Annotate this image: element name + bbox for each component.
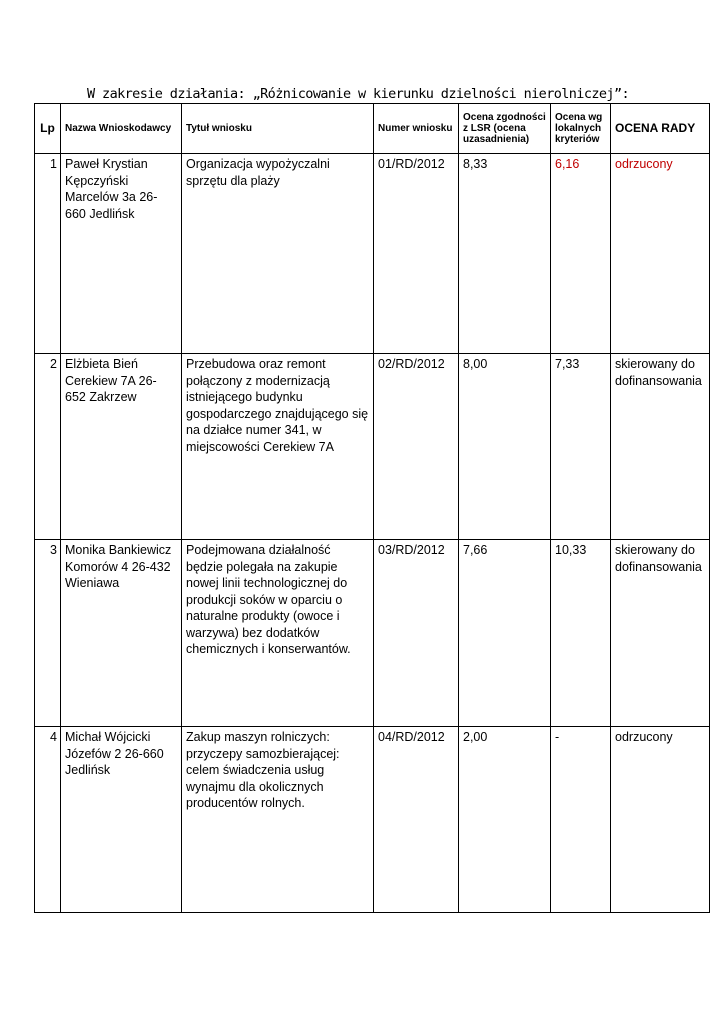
cell-rada: odrzucony xyxy=(611,154,710,354)
cell-numer: 01/RD/2012 xyxy=(374,154,459,354)
cell-rada: odrzucony xyxy=(611,727,710,913)
cell-tytul: Podejmowana działalność będzie polegała na zakupie nowej linii technologicznej do produkcji soków w oparciu o naturalne produkty (owoce i warzywa) bez dodatków chemicznych i konserwantów. xyxy=(182,540,374,727)
header-lp: Lp xyxy=(35,104,61,154)
header-nazwa: Nazwa Wnioskodawcy xyxy=(61,104,182,154)
cell-rada: skierowany do dofinansowania xyxy=(611,540,710,727)
cell-lp: 3 xyxy=(35,540,61,727)
cell-rada: skierowany do dofinansowania xyxy=(611,354,710,540)
cell-numer: 02/RD/2012 xyxy=(374,354,459,540)
table-row xyxy=(35,540,710,727)
cell-kryteria: 6,16 xyxy=(551,154,611,354)
table-header-row xyxy=(35,104,710,154)
cell-kryteria: 7,33 xyxy=(551,354,611,540)
section-heading: W zakresie działania: „Różnicowanie w kierunku dzielności nierolniczej”: xyxy=(87,86,629,102)
table-row xyxy=(35,154,710,354)
cell-tytul: Organizacja wypożyczalni sprzętu dla plaży xyxy=(182,154,374,354)
cell-lp: 4 xyxy=(35,727,61,913)
cell-kryteria: - xyxy=(551,727,611,913)
header-numer: Numer wniosku xyxy=(374,104,459,154)
cell-nazwa: Monika Bankiewicz Komorów 4 26-432 Wieniawa xyxy=(61,540,182,727)
cell-zgodnosc: 2,00 xyxy=(459,727,551,913)
header-rada: OCENA RADY xyxy=(611,104,710,154)
cell-numer: 03/RD/2012 xyxy=(374,540,459,727)
cell-nazwa: Michał Wójcicki Józefów 2 26-660 Jedlińsk xyxy=(61,727,182,913)
header-kryteria: Ocena wg lokalnych kryteriów xyxy=(551,104,611,154)
header-tytul: Tytuł wniosku xyxy=(182,104,374,154)
table-row xyxy=(35,727,710,913)
table-row xyxy=(35,354,710,540)
cell-zgodnosc: 7,66 xyxy=(459,540,551,727)
cell-nazwa: Elżbieta Bień Cerekiew 7A 26-652 Zakrzew xyxy=(61,354,182,540)
cell-lp: 1 xyxy=(35,154,61,354)
cell-lp: 2 xyxy=(35,354,61,540)
cell-nazwa: Paweł Krystian Kępczyński Marcelów 3a 26-660 Jedlińsk xyxy=(61,154,182,354)
header-zgodnosc: Ocena zgodności z LSR (ocena uzasadnienia) xyxy=(459,104,551,154)
cell-zgodnosc: 8,00 xyxy=(459,354,551,540)
cell-kryteria: 10,33 xyxy=(551,540,611,727)
applications-table xyxy=(34,103,710,913)
cell-numer: 04/RD/2012 xyxy=(374,727,459,913)
cell-zgodnosc: 8,33 xyxy=(459,154,551,354)
cell-tytul: Zakup maszyn rolniczych: przyczepy samozbierającej: celem świadczenia usług wynajmu dla okolicznych producentów rolnych. xyxy=(182,727,374,913)
cell-tytul: Przebudowa oraz remont połączony z modernizacją istniejącego budynku gospodarczego znajdującego się na działce numer 341, w miejscowości Cerekiew 7A xyxy=(182,354,374,540)
